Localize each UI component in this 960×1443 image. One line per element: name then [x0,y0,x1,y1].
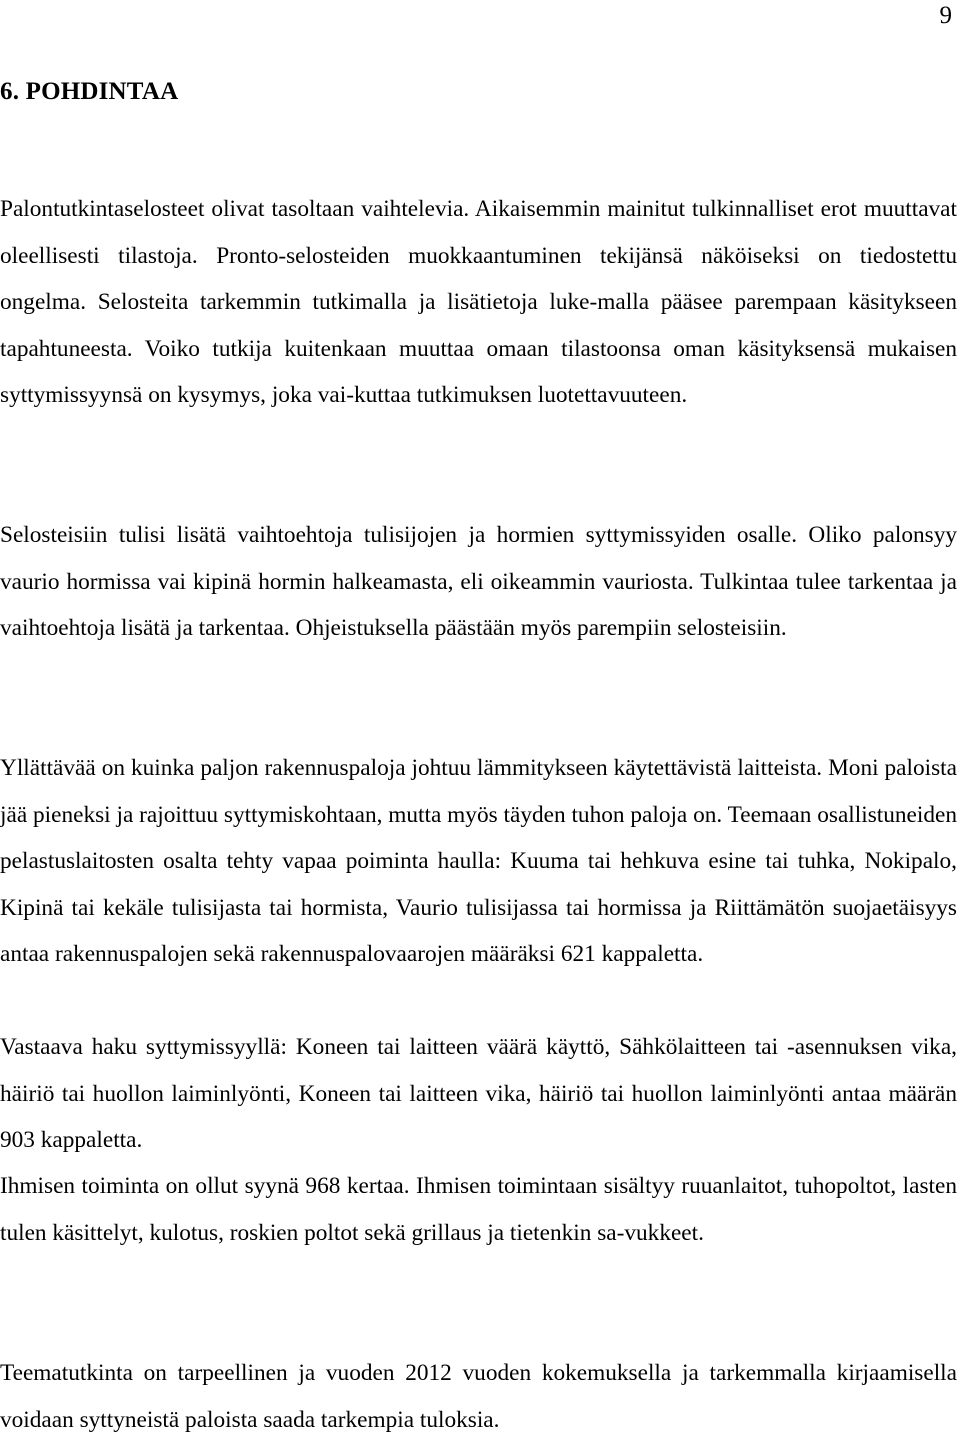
section-heading: 6. POHDINTAA [0,78,179,105]
page-number: 9 [939,2,952,29]
paragraph-report-quality: Palontutkintaselosteet olivat tasoltaan vaihtelevia. Aikaisemmin mainitut tulkinnalliset erot muuttavat oleellisesti tilastoja. Pronto-selosteiden muokkaantuminen tekijänsä näköiseksi on tiedostettu ongelma. Selosteita tarkemmin tutkimalla ja lisätietoja luke-malla pääsee parempaan käsitykseen tapahtuneesta. Voiko tutkija kuitenkaan muuttaa omaan tilastoonsa oman käsityksensä mukaisen syttymissyynsä on kysymys, joka vai-kuttaa tutkimuksen luotettavuuteen. [0,196,957,409]
paragraph-report-options: Selosteisiin tulisi lisätä vaihtoehtoja tulisijojen ja hormien syttymissyiden osalle. Oliko palonsyy vaurio hormissa vai kipinä hormin halkeamasta, eli oikeammin vauriosta. Tulkintaa tulee tarkentaa ja vaihtoehtoja lisätä ja tarkentaa. Ohjeistuksella päästään myös parempiin selosteisiin. [0,522,957,642]
paragraph-heating-fires: Yllättävää on kuinka paljon rakennuspaloja johtuu lämmitykseen käytettävistä laitteista. Moni paloista jää pieneksi ja rajoittuu syttymiskohtaan, mutta myös täyden tuhon paloja on. Teemaan osallistuneiden pelastuslaitosten osalta tehty vapaa poiminta haulla: Kuuma tai hehkuva esine tai tuhka, Nokipalo, Kipinä tai kekäle tulisijasta tai hormista, Vaurio tulisijassa tai hormissa ja Riittämätön suojaetäisyys antaa rakennuspalojen sekä rakennuspalovaarojen määräksi 621 kappaletta. [0,755,957,968]
paragraph-conclusion: Teematutkinta on tarpeellinen ja vuoden 2012 vuoden kokemuksella ja tarkemmalla kirjaamisella voidaan syttyneistä paloista saada tarkempia tuloksia. [0,1360,957,1433]
paragraph-machine-fires: Vastaava haku syttymissyyllä: Koneen tai laitteen väärä käyttö, Sähkölaitteen tai -asennuksen vika, häiriö tai huollon laiminlyönti, Koneen tai laitteen vika, häiriö tai huollon laiminlyönti antaa määrän 903 kappaletta. [0,1034,957,1154]
paragraph-human-action: Ihmisen toiminta on ollut syynä 968 kertaa. Ihmisen toimintaan sisältyy ruuanlaitot, tuhopoltot, lasten tulen käsittelyt, kulotus, roskien poltot sekä grillaus ja tietenkin sa-vukkeet. [0,1173,957,1246]
